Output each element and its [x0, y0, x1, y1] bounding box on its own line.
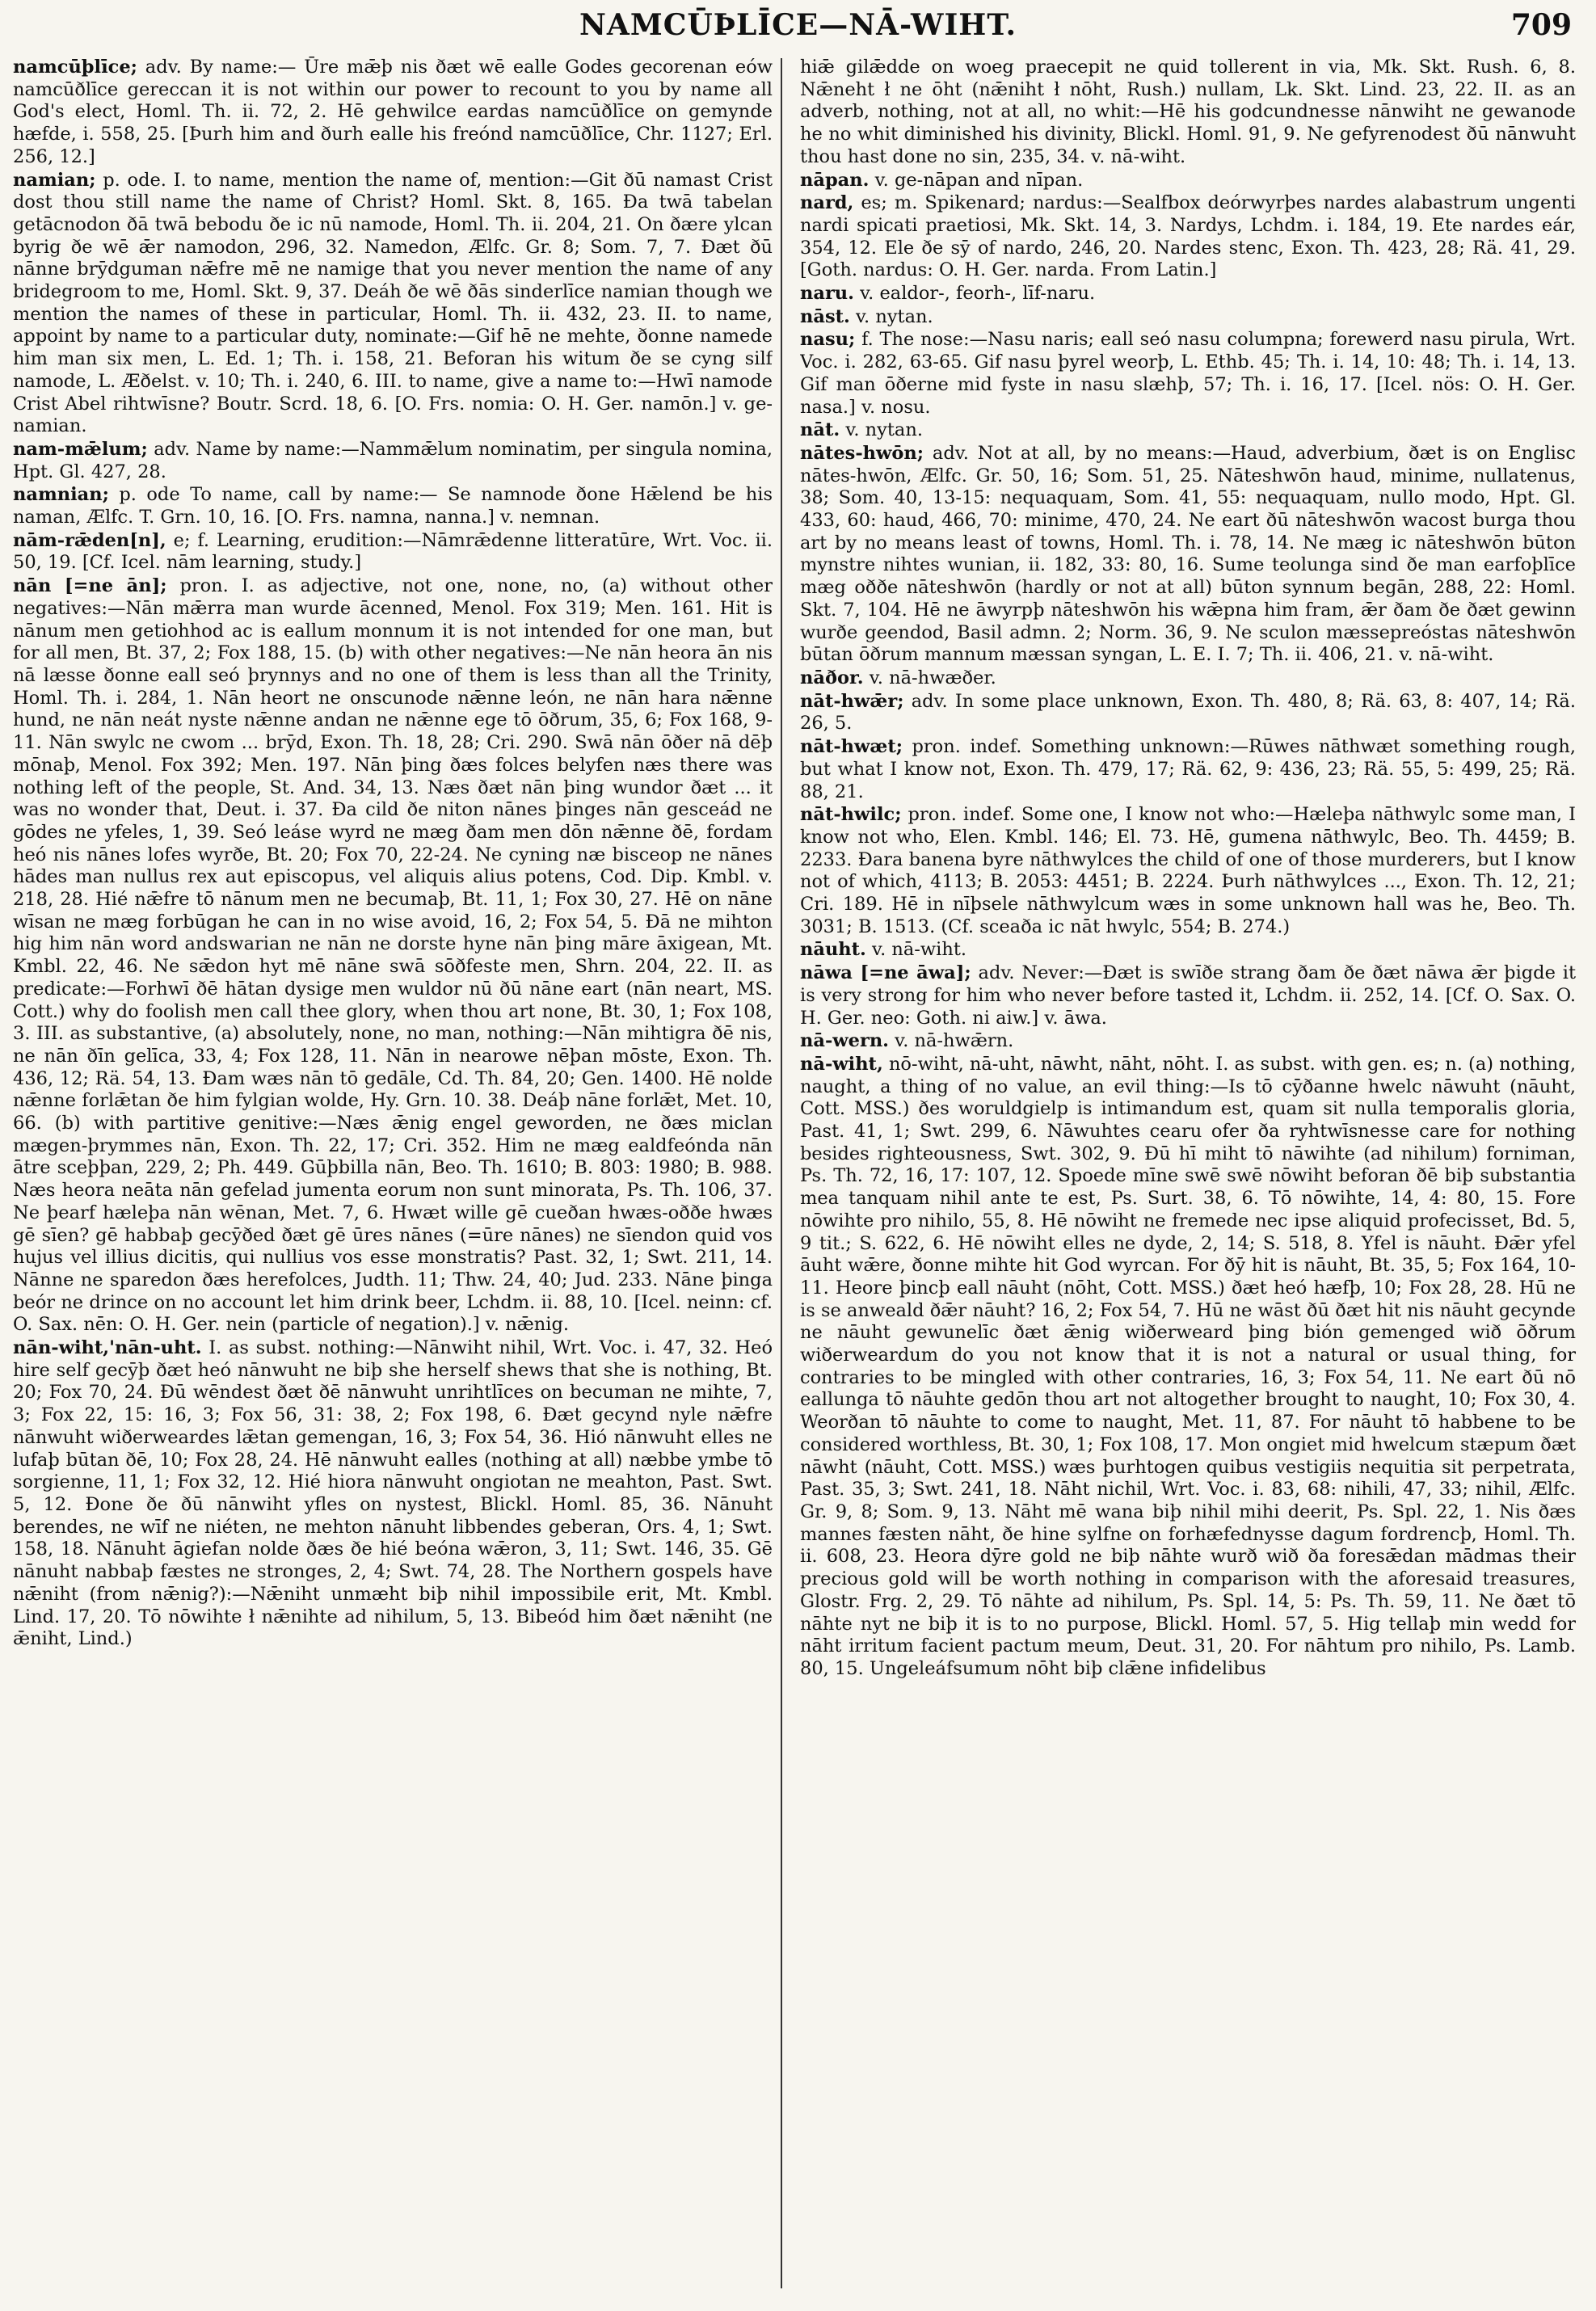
dictionary-entry	[800, 329, 1576, 419]
dictionary-entry	[800, 804, 1576, 938]
entry-body: e; f. Learning, erudition:—Nāmrǣdenne litteratūre, Wrt. Voc. ii. 50, 19. [Cf. Icel. nām learning, study.]	[13, 529, 773, 574]
dictionary-entry	[13, 439, 773, 483]
entry-body: adv. By name:— Ūre mǣþ nis ðæt wē ealle Godes gecorenan eów namcūðlīce gereccan it is not within our power to recount to you by name all God's elect, Homl. Th. ii. 72, 2. Hē gehwilce eardas namcūðlīce on gemynde hæfde, i. 558, 25. [Þurh him and ðurh ealle his freónd namcūðlīce, Chr. 1127; Erl. 256, 12.]	[13, 57, 773, 167]
entry-body: p. ode To name, call by name:— Se namnode ðone Hǣlend be his naman, Ælfc. T. Grn. 10, 16. [O. Frs. namna, nanna.] v. nemnan.	[13, 484, 773, 528]
dictionary-entry	[800, 419, 1576, 442]
entry-body: pron. indef. Some one, I know not who:—Hæleþa nāthwylc some man, I know not who, Elen. Kmbl. 146; El. 73. Hē, gumena nāthwylc, Beo. Th. 4459; B. 2233. Ðara banena byre nāthwylces the child of one of those murderers, but I know not of which, 4113; B. 2053: 4451; B. 2224. Þurh nāthwylces ..., Exon. Th. 12, 21; Cri. 189. Hē in nīþsele nāthwylcum wæs in some unknown hall was he, Beo. Th. 3031; B. 1513. (Cf. sceaða ic nāt hwylc, 554; B. 274.)	[800, 804, 1576, 937]
dictionary-entry	[13, 484, 773, 528]
page-number: 709	[1510, 8, 1572, 42]
entry-body: adv. In some place unknown, Exon. Th. 480, 8; Rä. 63, 8: 407, 14; Rä. 26, 5.	[800, 690, 1576, 735]
entry-headword: nā-wern.	[800, 1030, 890, 1052]
dictionary-entry	[13, 1337, 773, 1651]
entry-headword: nām-rǣden[n],	[13, 529, 166, 551]
entry-body: v. ealdor-, feorh-, līf-naru.	[860, 283, 1096, 305]
dictionary-entry	[800, 306, 1576, 329]
dictionary-entry	[13, 575, 773, 1337]
entry-body: hiǣ gilǣdde on woeg praecepit ne quid tollerent in via, Mk. Skt. Rush. 6, 8. Nǣneht ł ne ōht (nǣniht ł nōht, Rush.) nullam, Lk. Skt. Lind. 23, 22. II. as an adverb, nothing, not at all, no whit:—Hē his godcundnesse nānwiht ne gewanode he no whit diminished his divinity, Blickl. Homl. 91, 9. Ne gefyrenodest ðū nānwuht thou hast done no sin, 235, 34. v. nā-wiht.	[800, 57, 1576, 167]
dictionary-entry	[800, 691, 1576, 735]
entry-body: es; m. Spikenard; nardus:—Sealfbox deórwyrþes nardes alabastrum ungenti nardi spicati praetiosi, Mk. Skt. 14, 3. Nardys, Lchdm. i. 184, 19. Ete nardes eár, 354, 12. Ele ðe sȳ of nardo, 246, 20. Nardes stenc, Exon. Th. 423, 28; Rä. 41, 29. [Goth. nardus: O. H. Ger. narda. From Latin.]	[800, 192, 1576, 281]
entry-body: adv. Never:—Ðæt is swīðe strang ðam ðe ðæt nāwa ǣr þigde it is very strong for him who never before tasted it, Lchdm. ii. 252, 14. [Cf. O. Sax. O. H. Ger. neo: Goth. ni aiw.] v. āwa.	[800, 962, 1576, 1029]
entry-headword: nam-mǣlum;	[13, 438, 148, 460]
entry-headword: nāt-hwæt;	[800, 736, 903, 758]
entry-body: f. The nose:—Nasu naris; eall seó nasu columpna; forewerd nasu pirula, Wrt. Voc. i. 282, 63-65. Gif nasu þyrel weorþ, L. Ethb. 45; Th. i. 14, 10: 48; Th. i. 14, 13. Gif man ōðerne mid fyste in nasu slæhþ, 57; Th. i. 16, 17. [Icel. nös: O. H. Ger. nasa.] v. nosu.	[800, 329, 1576, 418]
entry-headword: nā-wiht,	[800, 1053, 883, 1075]
entry-headword: nān [=ne ān];	[13, 575, 167, 597]
dictionary-entry	[800, 939, 1576, 962]
dictionary-entry	[800, 1030, 1576, 1053]
entry-headword: nān-wiht,'nān-uht.	[13, 1337, 202, 1359]
entry-body: pron. I. as adjective, not one, none, no, (a) without other negatives:—Nān mǣrra man wurde ācenned, Menol. Fox 319; Men. 161. Hit is nānum men getiohhod ac is eallum monnum it is not intended for one man, but for all men, Bt. 37, 2; Fox 188, 15. (b) with other negatives:—Ne nān heora ān nis nā læsse ðonne eall seó þrynnys and no one of them is less than all the Trinity, Homl. Th. i. 284, 1. Nān heort ne onscunode nǣnne león, ne nān hara nǣnne hund, ne nān neát nyste nǣnne andan ne nǣnne ege tō ōðrum, 35, 6; Fox 168, 9-11. Nān swylc ne cwom ... brȳd, Exon. Th. 18, 28; Cri. 290. Swā nān ōðer nā dēþ mōnaþ, Menol. Fox 392; Men. 197. Nān þing ðæs folces belyfen næs there was nothing left of the people, St. And. 34, 13. Næs ðæt nān þing wundor ðæt ... it was no wonder that, Deut. i. 37. Ða cild ðe niton nānes þinges nān gesceád ne gōdes ne yfeles, 1, 39. Seó leáse wyrd ne mæg ðam men dōn nǣnne ðē, fordam heó nis nānes lofes wyrðe, Bt. 20; Fox 70, 22-24. Ne cyning næ bisceop ne nānes hādes man nullus rex aut episcopus, vel aliquis alius potens, Cod. Dip. Kmbl. v. 218, 28. Hié nǣfre tō nānum men ne becumaþ, Bt. 11, 1; Fox 30, 27. Hē on nāne wīsan ne mæg forbūgan he can in no wise avoid, 16, 2; Fox 54, 5. Ðā ne mihton hig him nān word andswarian ne nān ne dorste hyne nān þing māre āxigean, Mt. Kmbl. 22, 46. Ne sǣdon hyt mē nāne swā sōðfeste men, Shrn. 204, 22. II. as predicate:—Forhwī ðē hātan dysige men wuldor nū ðū nāne eart (nān neart, MS. Cott.) why do foolish men call thee glory, when thou art none, Bt. 30, 1; Fox 108, 3. III. as substantive, (a) absolutely, none, no man, nothing:—Nān mihtigra ðē nis, ne nān ðīn gelīca, 33, 4; Fox 128, 11. Nān in nearowe nēþan mōste, Exon. Th. 436, 12; Rä. 54, 13. Ðam wæs nān tō gedāle, Cd. Th. 84, 20; Gen. 1400. Hē nolde nǣnne forlǣtan ðe him fylgian wolde, Hy. Grn. 10. 38. Deáþ nāne forlǣt, Met. 10, 66. (b) with partitive genitive:—Næs ǣnig engel geworden, ne ðæs miclan mægen-þrymmes nān, Exon. Th. 22, 17; Cri. 352. Him ne mæg ealdfeónda nān ātre sceþþan, 229, 2; Ph. 449. Gūþbilla nān, Beo. Th. 1610; B. 803: 1980; B. 988. Næs heora neāta nān gefelad jumenta eorum non sunt minorata, Ps. Th. 106, 37. Ne þearf hæleþa nān wēnan, Met. 7, 6. Hwæt wille gē cueðan hwæs-oððe hwæs gē sīen? gē habbaþ gecȳðed ðæt gē ūres nānes (=ūre nānes) ne sīendon quid vos hujus vel illius dicitis, qui nullius vos esse monstratis? Past. 32, 1; Swt. 211, 14. Nānne ne sparedon ðæs herefolces, Judth. 11; Thw. 24, 40; Jud. 233. Nāne þinga beór ne drince on no account let him drink beer, Lchdm. ii. 88, 10. [Icel. neinn: cf. O. Sax. nēn: O. H. Ger. nein (particle of negation).] v. nǣnig.	[13, 575, 773, 1336]
entry-headword: namnian;	[13, 484, 109, 506]
entry-body: v. nytan.	[856, 305, 933, 327]
entry-headword: namian;	[13, 169, 96, 191]
entry-body: I. as subst. nothing:—Nānwiht nihil, Wrt. Voc. i. 47, 32. Heó hire self gecȳþ ðæt heó nānwuht ne biþ she herself shews that she is nothing, Bt. 20; Fox 70, 24. Ðū wēndest ðæt ðē nānwuht unrihtlīces on becuman ne mihte, 7, 3; Fox 22, 15: 16, 3; Fox 56, 31: 38, 2; Fox 198, 6. Ðæt gecynd nyle nǣfre nānwuht wiðerweardes lǣtan gemengan, 16, 3; Fox 54, 36. Hió nānwuht elles ne lufaþ būtan ðē, 10; Fox 28, 24. Hē nānwuht ealles (nothing at all) næbbe ymbe tō sorgienne, 11, 1; Fox 32, 12. Hié hiora nānwuht ongiotan ne meahton, Past. Swt. 5, 12. Ðone ðe ðū nānwiht yfles on nystest, Blickl. Homl. 85, 36. Nānuht berendes, ne wīf ne niéten, ne mehton nānuht libbendes geberan, Ors. 4, 1; Swt. 158, 18. Nānuht āgiefan nolde ðæs ðe hié beóna wǣron, 3, 11; Swt. 146, 35. Gē nānuht nabbaþ fæstes ne stronges, 2, 4; Swt. 74, 28. The Northern gospels have nǣniht (from nǣnig?):—Nǣniht unmæht biþ nihil impossibile erit, Mt. Kmbl. Lind. 17, 20. Tō nōwihte ł nǣnihte ad nihilum, 5, 13. Bibeód him ðæt nǣniht (ne ǣniht, Lind.)	[13, 1337, 773, 1650]
right-column	[800, 57, 1576, 2303]
dictionary-entry	[800, 283, 1576, 305]
entry-body: adv. Not at all, by no means:—Haud, adverbium, ðæt is on Englisc nātes-hwōn, Ælfc. Gr. 50, 16; Som. 51, 25. Nāteshwōn haud, minime, nullatenus, 38; Som. 40, 13-15: nequaquam, Som. 41, 55: nequaquam, nullo modo, Hpt. Gl. 433, 60: haud, 466, 70: minime, 470, 24. Ne eart ðū nāteshwōn wacost burga thou art by no means least of towns, Homl. Th. i. 78, 14. Ne mæg ic nāteshwōn būton mynstre nihtes wunian, ii. 182, 33: 80, 16. Sume teolunga sind ðe man earfoþlīce mæg oððe nāteshwōn (hardly or not at all) būton synnum begān, 288, 22: Homl. Skt. 7, 104. Hē ne āwyrpþ nāteshwōn his wǣpna him fram, ǣr ðam ðe ðæt gewinn wurðe geendod, Basil admn. 2; Norm. 36, 9. Ne sculon mæssepreóstas nāteshwōn būtan ōðrum mannum mæssan syngan, L. E. I. 7; Th. ii. 406, 21. v. nā-wiht.	[800, 442, 1576, 666]
entry-body: v. nytan.	[845, 419, 923, 441]
dictionary-entry	[800, 1054, 1576, 1681]
entry-body: v. ge-nāpan and nīpan.	[874, 169, 1084, 191]
dictionary-entry	[800, 736, 1576, 803]
entry-headword: naru.	[800, 283, 854, 305]
column-divider	[781, 58, 782, 2288]
entry-headword: nāðor.	[800, 667, 864, 688]
entry-headword: nāt-hwilc;	[800, 804, 902, 826]
dictionary-entry	[13, 57, 773, 169]
dictionary-entry	[800, 192, 1576, 282]
entry-body: v. nā-hwǣrn.	[895, 1030, 1014, 1052]
entry-body: p. ode. I. to name, mention the name of, mention:—Git ðū namast Crist dost thou still name the name of Christ? Homl. Skt. 8, 165. Ða twā tabelan getācnodon ðā twā bebodu ðe ic nū namode, Homl. Th. ii. 204, 21. On ðære ylcan byrig ðe wē ǣr namodon, 296, 32. Namedon, Ælfc. Gr. 8; Som. 7, 7. Ðæt ðū nānne brȳdguman nǣfre mē ne namige that you never mention the name of any bridegroom to me, Homl. Skt. 9, 37. Deáh ðe wē ðās sinderlīce namian though we mention the names of these in particular, Homl. Th. ii. 432, 23. II. to name, appoint by name to a particular duty, nominate:—Gif hē ne mehte, ðonne namede him man six men, L. Ed. 1; Th. i. 158, 21. Beforan his witum ðe se cyng silf namode, L. Æðelst. v. 10; Th. i. 240, 6. III. to name, give a name to:—Hwī namode Crist Abel rihtwīsne? Boutr. Scrd. 18, 6. [O. Frs. nomia: O. H. Ger. namōn.] v. ge-namian.	[13, 169, 773, 437]
entry-headword: nāt-hwǣr;	[800, 690, 904, 712]
entry-body: v. nā-wiht.	[872, 939, 967, 961]
dictionary-entry	[800, 962, 1576, 1029]
dictionary-entry	[13, 170, 773, 438]
entry-body: nō-wiht, nā-uht, nāwht, nāht, nōht. I. as subst. with gen. es; n. (a) nothing, naught, a thing of no value, an evil thing:—Is tō cȳðanne hwelc nāwuht (nāuht, Cott. MSS.) ðes woruldgielp is intimandum est, quam sit nulla temporalis gloria, Past. 41, 1; Swt. 299, 6. Nāwuhtes cearu ofer ða ryhtwīsnesse care for nothing besides righteousness, Swt. 302, 9. Ðū hī miht tō nāwihte (ad nihilum) forniman, Ps. Th. 72, 16, 17: 107, 12. Spoede mīne swē swē nōwiht beforan ðē biþ substantia mea tanquam nihil ante te est, Ps. Surt. 38, 6. Tō nōwihte, 14, 4: 80, 15. Fore nōwihte pro nihilo, 55, 8. Hē nōwiht ne fremede nec ipse aliquid profecisset, Bd. 5, 9 tit.; S. 622, 6. Hē nōwiht elles ne dyde, 2, 14; S. 518, 8. Yfel is nāuht. Ðǣr yfel āuht wǣre, ðonne mihte hit God wyrcan. For ðȳ hit is nāuht, Bt. 35, 5; Fox 164, 10-11. Heore þincþ eall nāuht (nōht, Cott. MSS.) ðæt heó hæfþ, 10; Fox 28, 28. Hū ne is se anweald ðǣr nāuht? 16, 2; Fox 54, 7. Hū ne wāst ðū ðæt hit nis nāuht gecynde ne nāuht gewunelīc ðæt ǣnig wiðerweard þing bión gemenged wið ōðrum wiðerweardum do you not know that it is not a natural or usual thing, for contraries to be mingled with other contraries, 16, 3; Fox 54, 11. Ne eart ðū nō eallunga tō nāuhte gedōn thou art not altogether brought to naught, 10; Fox 30, 4. Weorðan tō nāuhte to come to naught, Met. 11, 87. For nāuht tō habbene to be considered worthless, Bt. 30, 1; Fox 108, 17. Mon ongiet mid hwelcum stæpum ðæt nāwht (nāuht, Cott. MSS.) wæs þurhtogen quibus vestigiis nequitia sit perpetrata, Past. 35, 3; Swt. 241, 18. Nāht nichil, Wrt. Voc. i. 83, 68: nihili, 47, 33; nihil, Ælfc. Gr. 9, 8; Som. 9, 13. Nāht mē wana biþ nihil mihi deerit, Ps. Spl. 22, 1. Nis ðæs mannes fæsten nāht, ðe hine sylfne on forhæfednysse dagum fordrencþ, Homl. Th. ii. 608, 23. Heora dȳre gold ne biþ nāhte wurð wið ða foresǣdan mādmas their precious gold will be worth nothing in comparison with the aforesaid treasures, Glostr. Frg. 2, 29. Tō nāhte ad nihilum, Ps. Spl. 14, 5: Ps. Th. 59, 11. Ne ðæt tō nāhte nyt ne biþ it is to no purpose, Blickl. Homl. 57, 5. Hig tellaþ min wedd for nāht irritum facient pactum meum, Deut. 31, 20. For nāhtum pro nihilo, Ps. Lamb. 80, 15. Ungeleáfsumum nōht biþ clǣne infidelibus	[800, 1053, 1576, 1679]
entry-headword: nāuht.	[800, 939, 866, 961]
entry-headword: nāst.	[800, 305, 850, 327]
entry-body: pron. indef. Something unknown:—Rūwes nāthwæt something rough, but what I know not, Exon. Th. 479, 17; Rä. 62, 9: 436, 23; Rä. 55, 5: 499, 25; Rä. 88, 21.	[800, 736, 1576, 802]
entry-headword: nāpan.	[800, 169, 870, 191]
entry-headword: namcūþlīce;	[13, 57, 137, 78]
left-column	[13, 57, 773, 2303]
entry-headword: nard,	[800, 192, 854, 214]
running-header	[0, 0, 1596, 57]
running-head-title: NAMCŪÞLĪCE—NĀ-WIHT.	[579, 8, 1017, 42]
dictionary-entry	[800, 170, 1576, 192]
entry-headword: nāt.	[800, 419, 840, 441]
dictionary-entry	[800, 443, 1576, 667]
dictionary-entry	[800, 667, 1576, 690]
dictionary-entry	[800, 57, 1576, 169]
entry-headword: nāwa [=ne āwa];	[800, 962, 971, 984]
entry-body: adv. Name by name:—Nammǣlum nominatim, per singula nomina, Hpt. Gl. 427, 28.	[13, 438, 773, 482]
entry-headword: nasu;	[800, 329, 856, 351]
entry-headword: nātes-hwōn;	[800, 442, 924, 464]
dictionary-entry	[13, 530, 773, 575]
entry-body: v. nā-hwæðer.	[869, 667, 996, 688]
